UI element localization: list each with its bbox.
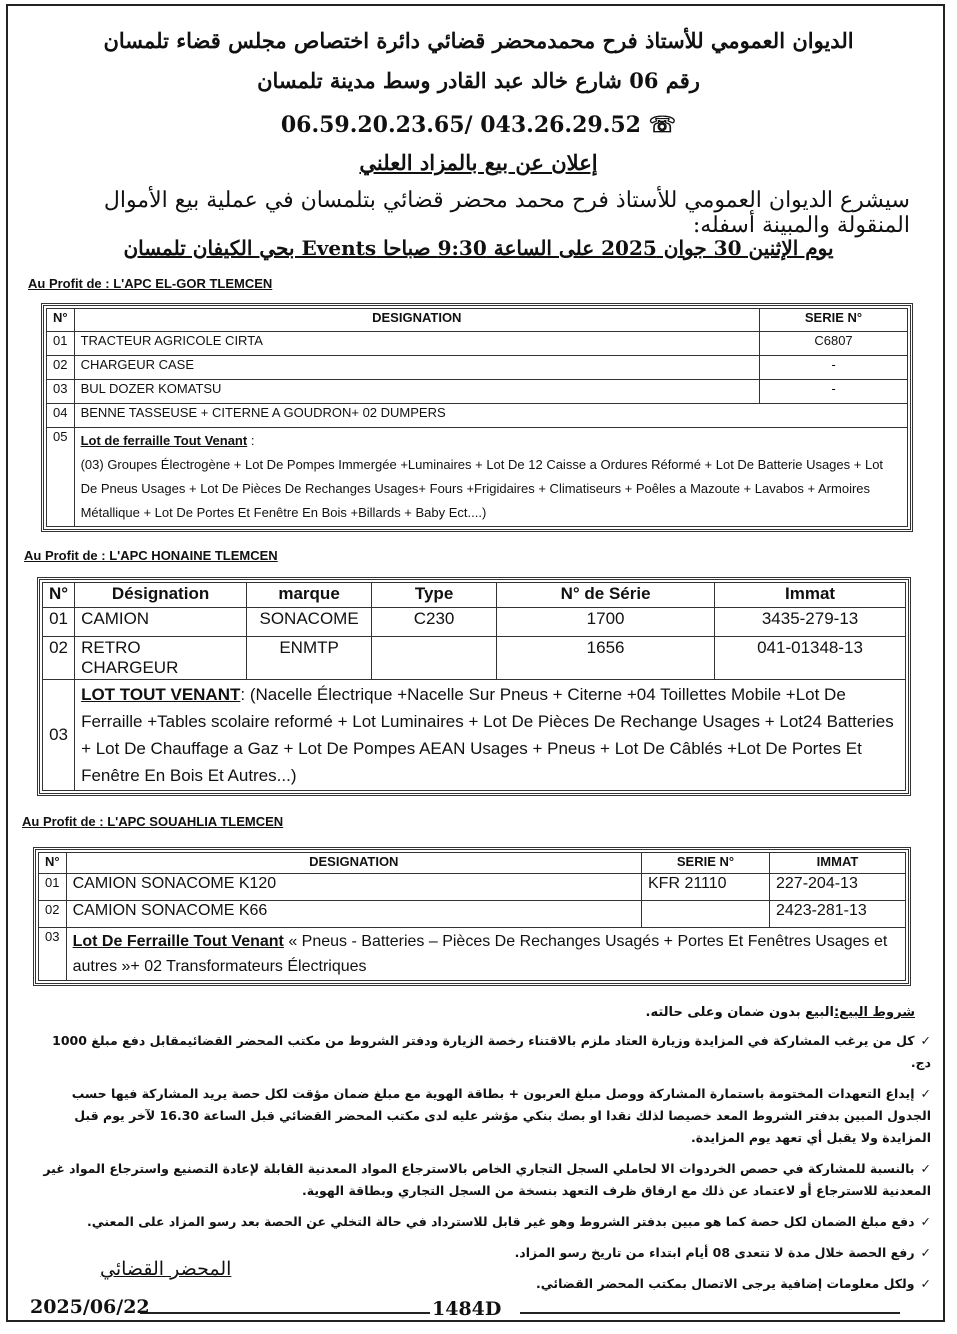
bailiff-signature: المحضر القضائي <box>100 1258 232 1280</box>
lot-row: 05 Lot de ferraille Tout Venant : (03) Groupes Électrogène + Lot De Pompes Immergée +Luminaires + Lot De 12 Caisse a Ordures Réformé + Lot De Batterie Usages + Lot De Pneus Usages + Lot De Pièces De Rechanges Usages+ Fours +Frigidaires + Climatiseurs + Poêles a Mazoute + Lavabos + Armoires Métallique + Lot De Portes Et Fenêtre En Bois +Billards + Baby Ect....) <box>47 428 908 527</box>
publication-date: 2025/06/22 <box>30 1296 150 1318</box>
condition-item: ✓ كل من يرغب المشاركة في المزايدة وزيارة العتاد ملزم بالاقتناء رخصة الزيارة ودفتر الشروط من مكتب المحضر القضائيمقابل دفع مبلغ 1000 دج. <box>31 1030 931 1074</box>
lot-description: (03) Groupes Électrogène + Lot De Pompes Immergée +Luminaires + Lot De 12 Caisse a Ordures Réformé + Lot De Batterie Usages + Lot De Pneus Usages + Lot De Pièces De Rechanges Usages+ Fours +Frigidaires + Climatiseurs + Poêles a Mazoute + Lavabos + Armoires Métallique + Lot De Portes Et Fenêtre En Bois +Billards + Baby Ect....) <box>80 457 884 520</box>
table-header: N° Désignation marque Type N° de Série Immat <box>43 583 906 608</box>
footer-divider <box>140 1312 430 1314</box>
section2-table <box>42 582 906 791</box>
condition-item: ✓ دفع مبلغ الضمان لكل حصة كما هو مبين بدفتر الشروط وهو غير قابل للاسترداد في حالة التخلي عن الحصة بعد رسو المزاد على المعني. <box>31 1211 931 1233</box>
section3-table <box>38 852 906 981</box>
table-row: 01 CAMION SONACOME C230 1700 3435-279-13 <box>43 608 906 637</box>
table-row: 02 CAMION SONACOME K66 2423-281-13 <box>39 901 906 928</box>
condition-item: ✓ ولكل معلومات إضافية يرجى الاتصال بمكتب المحضر القضائي. <box>31 1273 931 1295</box>
publication-code: 1484D <box>432 1298 502 1320</box>
announcement-intro: سيشرع الديوان العمومي للأستاذ فرح محمد محضر قضائي بتلمسان في عملية بيع الأموال المنقولة والمبينة أسفله: <box>103 188 910 238</box>
table-row: 04 BENNE TASSEUSE + CITERNE A GOUDRON+ 02 DUMPERS <box>47 404 908 428</box>
lot-title: Lot de ferraille Tout Venant <box>80 433 248 448</box>
section2-profit: Au Profit de : L'APC HONAINE TLEMCEN <box>24 548 278 563</box>
table-row: 03 BUL DOZER KOMATSU - <box>47 380 908 404</box>
auction-date: يوم الإثنين 30 جوان 2025 على الساعة 9:30 صباحا Events بحي الكيفان تلمسان <box>123 236 834 260</box>
lot-row: 03 Lot De Ferraille Tout Venant « Pneus - Batteries – Pièces De Rechanges Usagés + Portes Et Fenêtres Usages et autres »+ 02 Transformateurs Électriques <box>39 928 906 981</box>
lot-title: Lot De Ferraille Tout Venant <box>72 933 284 950</box>
lot-description: « Pneus - Batteries – Pièces De Rechanges Usagés + Portes Et Fenêtres Usages et autres »+ 02 Transformateurs Électriques <box>72 933 888 975</box>
section1-profit: Au Profit de : L'APC EL-GOR TLEMCEN <box>28 276 273 291</box>
table-row: 01 CAMION SONACOME K120 KFR 21110 227-204-13 <box>39 874 906 901</box>
conditions-title: شروط البيع:البيع بدون ضمان وعلى حالته. <box>645 1005 915 1020</box>
lot-row: 03 LOT TOUT VENANT: (Nacelle Électrique +Nacelle Sur Pneus + Citerne +04 Toillettes Mobile +Lot De Ferraille +Tables scolaire reformé + Lot Luminaires + Lot De Pièces De Rechange Usages + Lot24 Batteries + Lot De Chauffage a Gaz + Lot De Pompes AEAN Usages + Pneus + Lot De Câblés +Lot De Portes Et Fenêtre En Bois Et Autres...) <box>43 680 906 791</box>
lot-title: LOT TOUT VENANT <box>81 685 241 704</box>
section3-profit: Au Profit de : L'APC SOUAHLIA TLEMCEN <box>22 814 284 829</box>
footer-divider <box>520 1312 900 1314</box>
lot-description: : (Nacelle Électrique +Nacelle Sur Pneus + Citerne +04 Toillettes Mobile +Lot De Ferraille +Tables scolaire reformé + Lot Luminaires + Lot De Pièces De Rechange Usages + Lot24 Batteries + Lot De Chauffage a Gaz + Lot De Pompes AEAN Usages + Pneus + Lot De Câblés +Lot De Portes Et Fenêtre En Bois Et Autres...) <box>81 685 894 785</box>
table-header: N° DESIGNATION SERIE N° IMMAT <box>39 853 906 874</box>
office-phones: 06.59.20.23.65/ 043.26.29.52 ☏ <box>280 112 677 138</box>
condition-item: ✓ بالنسبة للمشاركة في حصص الخردوات الا لحاملي السجل التجاري الخاص بالاسترجاع المواد المعدنية القابلة لإعادة التصنيع واسترجاع المواد غير المعدنية للاسترجاع أو لاعتماد عن ذلك مع ارفاق ظرف التعهد بنسخة من السجل التجاري وبطاقة الهوية. <box>31 1158 931 1202</box>
table-header: N° DESIGNATION SERIE N° <box>47 309 908 332</box>
table-row: 01 TRACTEUR AGRICOLE CIRTA C6807 <box>47 332 908 356</box>
announcement-title: إعلان عن بيع بالمزاد العلني <box>359 150 598 175</box>
phone-icon: ☏ <box>648 112 677 138</box>
table-row: 02 CHARGEUR CASE - <box>47 356 908 380</box>
condition-item: ✓ رفع الحصة خلال مدة لا تتعدى 08 أيام ابتداء من تاريخ رسو المزاد. <box>31 1242 931 1264</box>
office-address: رقم 06 شارع خالد عبد القادر وسط مدينة تلمسان <box>257 68 700 93</box>
office-title: الديوان العمومي للأستاذ فرح محمدمحضر قضائي دائرة اختصاص مجلس قضاء تلمسان <box>103 28 854 53</box>
section1-table <box>46 308 908 527</box>
table-row: 02 RETRO CHARGEUR ENMTP 1656 041-01348-13 <box>43 637 906 680</box>
condition-item: ✓ إيداع التعهدات المختومة باستمارة المشاركة ووصل مبلغ العربون + بطاقة الهوية مع مبلغ ضمان مؤقت لكل حصة يريد المشاركة فيها حسب الجدول المبين بدفتر الشروط المعد خصيصا لذلك نقدا او بصك بنكي مؤشر عليه لدى مكتب المحضر القضائي قبل الساعة 16.30 لآخر يوم قبل المزايدة ولا يقبل أي تعهد يوم المزايدة. <box>31 1083 931 1149</box>
